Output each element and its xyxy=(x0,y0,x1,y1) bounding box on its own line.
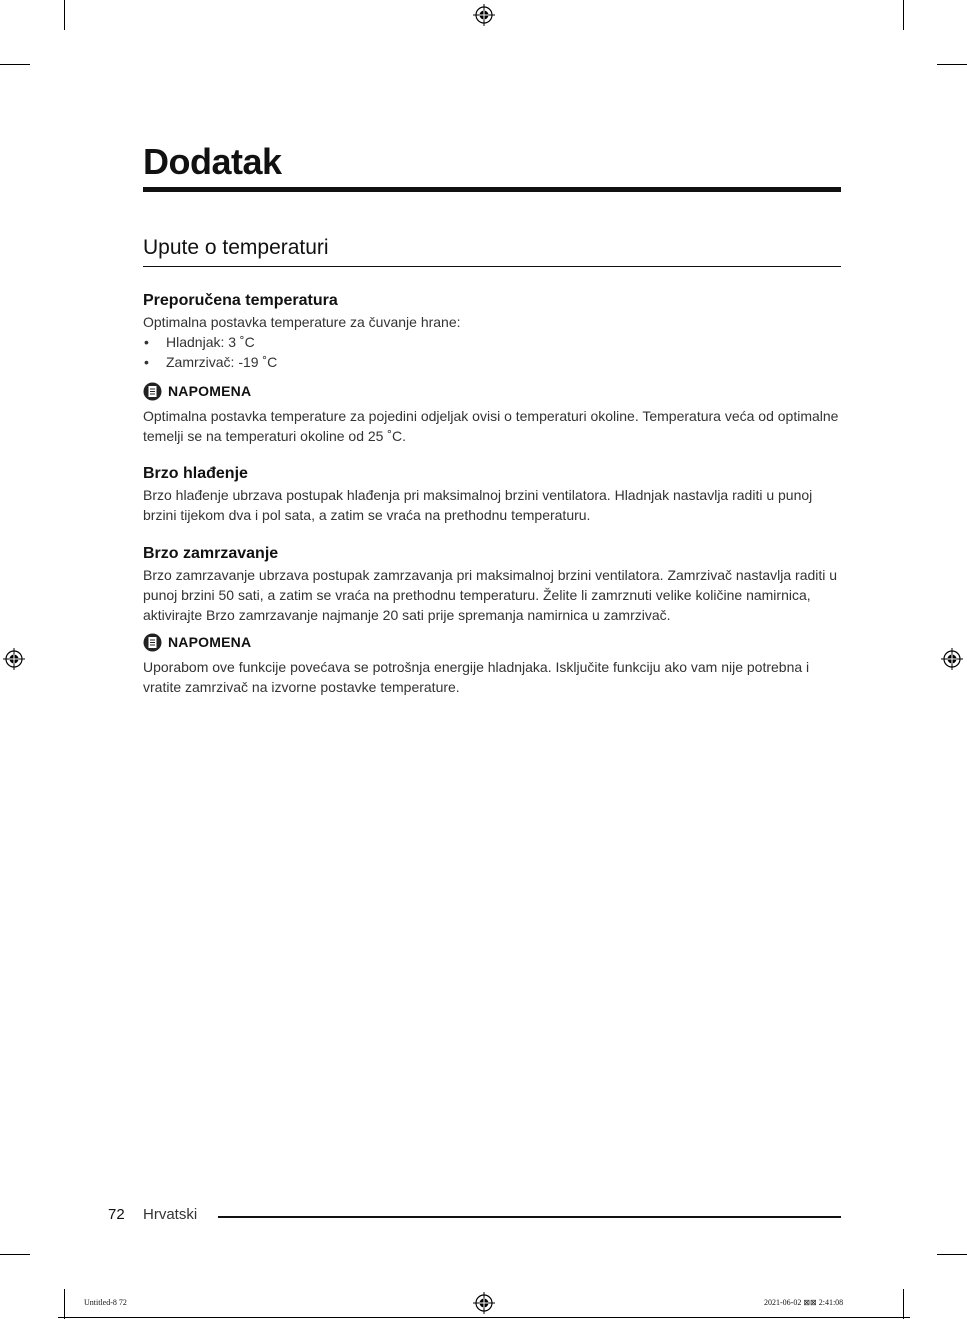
list-item xyxy=(143,352,843,372)
crop-mark xyxy=(903,0,904,30)
note-document-icon xyxy=(143,382,162,401)
slug-right: 2021-06-02 ⊠⊠ 2:41:08 xyxy=(764,1298,844,1307)
page-title: Dodatak xyxy=(143,141,282,182)
registration-mark-icon xyxy=(473,1292,495,1314)
note-document-icon xyxy=(143,633,162,652)
bullet: • xyxy=(144,354,149,370)
note-header xyxy=(143,631,843,653)
registration-mark-icon xyxy=(941,648,963,670)
note-text: Uporabom ove funkcije povećava se potrošnja energije hladnjaka. Isključite funkciju ako vam nije potrebna i vratite zamrzivač na izvorne postavke temperature. xyxy=(143,659,810,695)
section-title: Upute o temperaturi xyxy=(143,236,329,259)
registration-mark-icon xyxy=(473,4,495,26)
page-number: 72 xyxy=(108,1206,125,1223)
crop-mark xyxy=(0,64,30,65)
footer-rule xyxy=(218,1216,841,1218)
bullet: • xyxy=(144,334,149,350)
quick-cool-section xyxy=(143,463,843,525)
footer-language: Hrvatski xyxy=(143,1206,198,1223)
note-label: NAPOMENA xyxy=(168,634,252,650)
note-header xyxy=(143,380,843,402)
crop-mark xyxy=(64,0,65,30)
registration-mark-icon xyxy=(3,648,25,670)
slug-left: Untitled-8 72 xyxy=(84,1298,127,1307)
quick-freeze-text: Brzo zamrzavanje ubrzava postupak zamrzavanja pri maksimalnoj brzini ventilatora. Zamrzivač nastavlja raditi u punoj brzini 50 sati, a zatim se vraća na prethodnu temperaturu. Želite li zamrznuti velike količine namirnica, aktivirajte Brzo zamrzavanje najmanje 20 sati prije spremanja namirnica u zamrzivač. xyxy=(143,567,838,623)
list-item xyxy=(143,332,843,352)
recommended-heading: Preporučena temperatura xyxy=(143,292,338,309)
list-item-text: Hladnjak: 3 ˚C xyxy=(166,334,255,350)
note-block xyxy=(143,631,843,697)
quick-freeze-section xyxy=(143,543,843,625)
crop-mark xyxy=(903,1289,904,1319)
quick-freeze-heading: Brzo zamrzavanje xyxy=(143,545,279,562)
crop-mark xyxy=(937,64,967,65)
crop-mark xyxy=(64,1289,65,1319)
title-rule xyxy=(143,187,841,192)
section-rule xyxy=(143,266,841,267)
quick-cool-text: Brzo hlađenje ubrzava postupak hlađenja pri maksimalnoj brzini ventilatora. Hladnjak nastavlja raditi u punoj brzini tijekom dva i pol sata, a zatim se vraća na prethodnu temperaturu. xyxy=(143,487,813,523)
recommended-intro: Optimalna postavka temperature za čuvanje hrane: xyxy=(143,314,461,330)
recommended-section xyxy=(143,290,843,372)
note-text: Optimalna postavka temperature za pojedini odjeljak ovisi o temperaturi okoline. Temperatura veća od optimalne temelji se na temperaturi okoline od 25 ˚C. xyxy=(143,408,839,444)
quick-cool-heading: Brzo hlađenje xyxy=(143,465,248,482)
note-block xyxy=(143,380,843,446)
note-label: NAPOMENA xyxy=(168,383,252,399)
temperature-list xyxy=(143,332,843,372)
slug-rule xyxy=(58,1317,910,1318)
crop-mark xyxy=(0,1254,30,1255)
crop-mark xyxy=(937,1254,967,1255)
list-item-text: Zamrzivač: -19 ˚C xyxy=(166,354,278,370)
